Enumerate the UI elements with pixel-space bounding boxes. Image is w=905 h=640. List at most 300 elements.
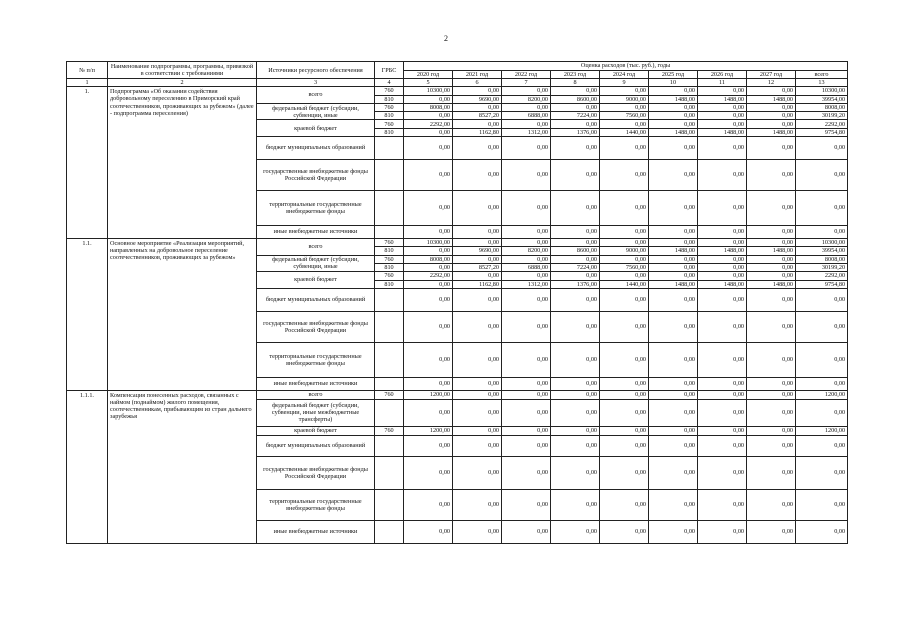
value-cell: 0,00 <box>747 239 796 247</box>
source-label: бюджет муниципальных образований <box>257 288 375 311</box>
value-cell: 0,00 <box>698 435 747 456</box>
value-cell: 0,00 <box>404 226 453 239</box>
value-cell: 0,00 <box>502 160 551 191</box>
value-cell: 39954,00 <box>796 95 848 103</box>
grbs-cell: 760 <box>375 426 404 435</box>
value-cell: 0,00 <box>649 342 698 377</box>
value-cell: 0,00 <box>404 112 453 120</box>
header-source: Источники ресурсного обеспечения <box>257 62 375 79</box>
value-cell: 0,00 <box>649 226 698 239</box>
value-cell: 0,00 <box>796 311 848 342</box>
value-cell: 0,00 <box>551 342 600 377</box>
value-cell: 0,00 <box>796 435 848 456</box>
value-cell: 0,00 <box>747 120 796 128</box>
value-cell: 0,00 <box>698 399 747 426</box>
grbs-cell: 810 <box>375 95 404 103</box>
value-cell: 0,00 <box>551 456 600 489</box>
grbs-cell: 760 <box>375 120 404 128</box>
value-cell: 0,00 <box>551 226 600 239</box>
column-number: 6 <box>453 79 502 87</box>
value-cell: 0,00 <box>649 377 698 390</box>
grbs-cell <box>375 342 404 377</box>
value-cell: 0,00 <box>649 426 698 435</box>
value-cell: 6888,00 <box>502 263 551 271</box>
value-cell: 7560,00 <box>600 263 649 271</box>
column-number: 1 <box>67 79 108 87</box>
column-number: 9 <box>600 79 649 87</box>
value-cell: 39954,00 <box>796 247 848 255</box>
value-cell: 1376,00 <box>551 128 600 136</box>
value-cell: 1162,80 <box>453 128 502 136</box>
value-cell: 0,00 <box>551 377 600 390</box>
value-cell: 0,00 <box>600 489 649 520</box>
value-cell: 0,00 <box>502 120 551 128</box>
value-cell: 0,00 <box>453 120 502 128</box>
value-cell: 0,00 <box>502 435 551 456</box>
value-cell: 1312,00 <box>502 280 551 288</box>
value-cell: 1488,00 <box>698 280 747 288</box>
value-cell: 30199,20 <box>796 263 848 271</box>
value-cell: 0,00 <box>796 456 848 489</box>
source-label: государственные внебюджетные фонды Российской Федерации <box>257 456 375 489</box>
grbs-cell: 810 <box>375 263 404 271</box>
grbs-cell <box>375 191 404 226</box>
value-cell: 0,00 <box>649 191 698 226</box>
value-cell: 0,00 <box>600 191 649 226</box>
value-cell: 9000,00 <box>600 247 649 255</box>
value-cell: 0,00 <box>698 342 747 377</box>
value-cell: 1488,00 <box>649 128 698 136</box>
value-cell: 0,00 <box>502 103 551 111</box>
grbs-cell <box>375 520 404 543</box>
column-number: 3 <box>257 79 375 87</box>
source-label: государственные внебюджетные фонды Российской Федерации <box>257 160 375 191</box>
value-cell: 1488,00 <box>747 128 796 136</box>
value-cell: 7224,00 <box>551 112 600 120</box>
value-cell: 0,00 <box>453 426 502 435</box>
value-cell: 8527,20 <box>453 263 502 271</box>
value-cell: 9754,80 <box>796 128 848 136</box>
row-number: 1. <box>67 87 108 239</box>
value-cell: 1488,00 <box>698 128 747 136</box>
value-cell: 0,00 <box>698 160 747 191</box>
value-cell: 0,00 <box>453 160 502 191</box>
value-cell: 1200,00 <box>404 390 453 399</box>
value-cell: 0,00 <box>747 263 796 271</box>
value-cell: 0,00 <box>404 263 453 271</box>
source-label: иные внебюджетные источники <box>257 377 375 390</box>
value-cell: 0,00 <box>698 87 747 95</box>
value-cell: 0,00 <box>551 435 600 456</box>
value-cell: 0,00 <box>453 191 502 226</box>
source-label: краевой бюджет <box>257 426 375 435</box>
source-label: бюджет муниципальных образований <box>257 137 375 160</box>
value-cell: 0,00 <box>502 226 551 239</box>
value-cell: 0,00 <box>747 311 796 342</box>
value-cell: 0,00 <box>600 456 649 489</box>
value-cell: 0,00 <box>453 311 502 342</box>
value-cell: 0,00 <box>649 255 698 263</box>
value-cell: 0,00 <box>502 390 551 399</box>
source-label: иные внебюджетные источники <box>257 520 375 543</box>
value-cell: 0,00 <box>502 342 551 377</box>
value-cell: 0,00 <box>453 288 502 311</box>
value-cell: 0,00 <box>502 137 551 160</box>
budget-table <box>66 61 848 544</box>
source-label: территориальные государственные внебюджетные фонды <box>257 489 375 520</box>
value-cell: 0,00 <box>502 456 551 489</box>
value-cell: 0,00 <box>747 226 796 239</box>
value-cell: 9690,00 <box>453 247 502 255</box>
value-cell: 0,00 <box>453 399 502 426</box>
value-cell: 0,00 <box>404 191 453 226</box>
grbs-cell <box>375 456 404 489</box>
value-cell: 0,00 <box>600 255 649 263</box>
header-year: 2020 год <box>404 71 453 79</box>
value-cell: 0,00 <box>698 311 747 342</box>
value-cell: 0,00 <box>453 377 502 390</box>
value-cell: 8008,00 <box>796 255 848 263</box>
value-cell: 9754,80 <box>796 280 848 288</box>
grbs-cell: 760 <box>375 103 404 111</box>
grbs-cell <box>375 160 404 191</box>
value-cell: 0,00 <box>649 112 698 120</box>
value-cell: 0,00 <box>502 191 551 226</box>
value-cell: 1488,00 <box>698 247 747 255</box>
value-cell: 0,00 <box>698 226 747 239</box>
table-row <box>67 390 848 399</box>
value-cell: 0,00 <box>453 226 502 239</box>
value-cell: 0,00 <box>600 103 649 111</box>
value-cell: 0,00 <box>600 342 649 377</box>
grbs-cell <box>375 399 404 426</box>
value-cell: 0,00 <box>404 489 453 520</box>
source-label: бюджет муниципальных образований <box>257 435 375 456</box>
value-cell: 0,00 <box>551 489 600 520</box>
value-cell: 0,00 <box>747 342 796 377</box>
value-cell: 0,00 <box>502 272 551 280</box>
value-cell: 1376,00 <box>551 280 600 288</box>
value-cell: 0,00 <box>600 288 649 311</box>
value-cell: 0,00 <box>698 377 747 390</box>
value-cell: 0,00 <box>747 426 796 435</box>
value-cell: 10300,00 <box>404 87 453 95</box>
value-cell: 2292,00 <box>404 120 453 128</box>
value-cell: 0,00 <box>747 255 796 263</box>
value-cell: 0,00 <box>404 435 453 456</box>
value-cell: 0,00 <box>600 520 649 543</box>
source-label: федеральный бюджет (субсидии, субвенции, иные <box>257 103 375 120</box>
value-cell: 0,00 <box>796 226 848 239</box>
value-cell: 0,00 <box>698 489 747 520</box>
value-cell: 0,00 <box>747 103 796 111</box>
value-cell: 0,00 <box>747 272 796 280</box>
value-cell: 0,00 <box>453 255 502 263</box>
value-cell: 1488,00 <box>698 95 747 103</box>
value-cell: 8008,00 <box>796 103 848 111</box>
value-cell: 0,00 <box>796 288 848 311</box>
column-number: 8 <box>551 79 600 87</box>
value-cell: 10300,00 <box>404 239 453 247</box>
column-number: 11 <box>698 79 747 87</box>
value-cell: 0,00 <box>600 311 649 342</box>
header-year: 2024 год <box>600 71 649 79</box>
value-cell: 1488,00 <box>747 280 796 288</box>
value-cell: 0,00 <box>796 137 848 160</box>
row-number: 1.1. <box>67 239 108 391</box>
value-cell: 0,00 <box>698 191 747 226</box>
value-cell: 0,00 <box>551 103 600 111</box>
value-cell: 0,00 <box>502 255 551 263</box>
value-cell: 0,00 <box>404 288 453 311</box>
value-cell: 0,00 <box>404 280 453 288</box>
value-cell: 0,00 <box>551 87 600 95</box>
source-label: всего <box>257 239 375 256</box>
value-cell: 0,00 <box>600 137 649 160</box>
value-cell: 0,00 <box>747 112 796 120</box>
row-name: Основное мероприятие «Реализация мероприятий, направленных на добровольное переселение соотечественников, проживающих за рубежом» <box>108 239 257 391</box>
value-cell: 0,00 <box>698 103 747 111</box>
value-cell: 8600,00 <box>551 95 600 103</box>
value-cell: 0,00 <box>600 272 649 280</box>
row-number: 1.1.1. <box>67 390 108 543</box>
value-cell: 0,00 <box>796 160 848 191</box>
value-cell: 8200,00 <box>502 95 551 103</box>
value-cell: 0,00 <box>649 120 698 128</box>
value-cell: 0,00 <box>502 426 551 435</box>
value-cell: 0,00 <box>502 87 551 95</box>
value-cell: 0,00 <box>453 87 502 95</box>
grbs-cell <box>375 226 404 239</box>
value-cell: 0,00 <box>600 160 649 191</box>
column-number: 5 <box>404 79 453 87</box>
value-cell: 1200,00 <box>796 390 848 399</box>
grbs-cell: 760 <box>375 239 404 247</box>
value-cell: 0,00 <box>698 272 747 280</box>
value-cell: 0,00 <box>698 426 747 435</box>
source-label: всего <box>257 87 375 104</box>
value-cell: 0,00 <box>404 160 453 191</box>
value-cell: 0,00 <box>747 399 796 426</box>
value-cell: 1440,00 <box>600 280 649 288</box>
value-cell: 8008,00 <box>404 103 453 111</box>
value-cell: 0,00 <box>698 263 747 271</box>
grbs-cell <box>375 377 404 390</box>
value-cell: 0,00 <box>600 399 649 426</box>
value-cell: 1488,00 <box>649 247 698 255</box>
value-cell: 0,00 <box>404 128 453 136</box>
value-cell: 1440,00 <box>600 128 649 136</box>
value-cell: 0,00 <box>698 288 747 311</box>
value-cell: 0,00 <box>649 390 698 399</box>
value-cell: 0,00 <box>600 390 649 399</box>
value-cell: 0,00 <box>551 137 600 160</box>
grbs-cell: 810 <box>375 112 404 120</box>
source-label: всего <box>257 390 375 399</box>
value-cell: 0,00 <box>404 247 453 255</box>
value-cell: 0,00 <box>600 226 649 239</box>
value-cell: 30199,20 <box>796 112 848 120</box>
grbs-cell <box>375 489 404 520</box>
value-cell: 0,00 <box>453 435 502 456</box>
header-year: всего <box>796 71 848 79</box>
value-cell: 0,00 <box>453 239 502 247</box>
column-number: 2 <box>108 79 257 87</box>
value-cell: 0,00 <box>796 342 848 377</box>
value-cell: 0,00 <box>453 520 502 543</box>
table-row <box>67 87 848 95</box>
value-cell: 0,00 <box>698 255 747 263</box>
row-name: Подпрограмма «Об оказании содействия добровольному переселению в Приморский край соотечественников, проживающих за рубежом» (далее - подпрограмма переселения) <box>108 87 257 239</box>
value-cell: 0,00 <box>502 239 551 247</box>
value-cell: 0,00 <box>502 377 551 390</box>
value-cell: 0,00 <box>649 137 698 160</box>
grbs-cell: 760 <box>375 272 404 280</box>
grbs-cell <box>375 137 404 160</box>
source-label: федеральный бюджет (субсидии, субвенции, иные <box>257 255 375 272</box>
value-cell: 0,00 <box>649 272 698 280</box>
value-cell: 0,00 <box>649 87 698 95</box>
value-cell: 0,00 <box>453 137 502 160</box>
value-cell: 8600,00 <box>551 247 600 255</box>
column-number: 7 <box>502 79 551 87</box>
value-cell: 0,00 <box>796 520 848 543</box>
source-label: федеральный бюджет (субсидии, субвенции, иные межбюджетные трансферты) <box>257 399 375 426</box>
value-cell: 0,00 <box>551 520 600 543</box>
column-number: 12 <box>747 79 796 87</box>
value-cell: 1488,00 <box>747 247 796 255</box>
value-cell: 9000,00 <box>600 95 649 103</box>
header-year: 2023 год <box>551 71 600 79</box>
value-cell: 0,00 <box>747 390 796 399</box>
value-cell: 10300,00 <box>796 87 848 95</box>
value-cell: 0,00 <box>600 426 649 435</box>
value-cell: 0,00 <box>502 288 551 311</box>
value-cell: 0,00 <box>747 191 796 226</box>
source-label: краевой бюджет <box>257 120 375 137</box>
value-cell: 0,00 <box>502 520 551 543</box>
value-cell: 0,00 <box>747 435 796 456</box>
value-cell: 0,00 <box>747 489 796 520</box>
value-cell: 0,00 <box>747 137 796 160</box>
value-cell: 0,00 <box>404 95 453 103</box>
value-cell: 0,00 <box>453 456 502 489</box>
value-cell: 0,00 <box>551 191 600 226</box>
value-cell: 0,00 <box>600 435 649 456</box>
value-cell: 0,00 <box>747 160 796 191</box>
value-cell: 2292,00 <box>404 272 453 280</box>
value-cell: 0,00 <box>404 399 453 426</box>
value-cell: 0,00 <box>796 489 848 520</box>
value-cell: 0,00 <box>649 311 698 342</box>
value-cell: 0,00 <box>698 456 747 489</box>
grbs-cell: 760 <box>375 87 404 95</box>
table-row <box>67 79 848 87</box>
value-cell: 0,00 <box>649 399 698 426</box>
grbs-cell: 810 <box>375 280 404 288</box>
value-cell: 0,00 <box>404 342 453 377</box>
value-cell: 0,00 <box>502 489 551 520</box>
value-cell: 8008,00 <box>404 255 453 263</box>
value-cell: 1200,00 <box>404 426 453 435</box>
value-cell: 0,00 <box>453 489 502 520</box>
source-label: территориальные государственные внебюджетные фонды <box>257 191 375 226</box>
value-cell: 0,00 <box>551 239 600 247</box>
value-cell: 0,00 <box>649 520 698 543</box>
grbs-cell: 810 <box>375 128 404 136</box>
header-no: № п/п <box>67 62 108 79</box>
value-cell: 0,00 <box>649 435 698 456</box>
grbs-cell <box>375 311 404 342</box>
value-cell: 0,00 <box>649 456 698 489</box>
value-cell: 0,00 <box>551 311 600 342</box>
page-number: 2 <box>444 34 448 43</box>
value-cell: 0,00 <box>698 137 747 160</box>
value-cell: 1488,00 <box>649 95 698 103</box>
header-grbs: ГРБС <box>375 62 404 79</box>
grbs-cell: 760 <box>375 390 404 399</box>
value-cell: 0,00 <box>453 103 502 111</box>
value-cell: 7224,00 <box>551 263 600 271</box>
row-name: Компенсация понесенных расходов, связанных с наймом (поднаймом) жилого помещения, соотечественникам, прибывающим из стран дальнего зарубежья <box>108 390 257 543</box>
source-label: иные внебюджетные источники <box>257 226 375 239</box>
value-cell: 0,00 <box>404 137 453 160</box>
value-cell: 8200,00 <box>502 247 551 255</box>
value-cell: 0,00 <box>551 399 600 426</box>
value-cell: 0,00 <box>453 342 502 377</box>
value-cell: 0,00 <box>649 489 698 520</box>
value-cell: 7560,00 <box>600 112 649 120</box>
grbs-cell: 760 <box>375 255 404 263</box>
column-number: 10 <box>649 79 698 87</box>
value-cell: 10300,00 <box>796 239 848 247</box>
value-cell: 0,00 <box>551 272 600 280</box>
value-cell: 0,00 <box>649 239 698 247</box>
value-cell: 0,00 <box>649 263 698 271</box>
header-year: 2025 год <box>649 71 698 79</box>
value-cell: 0,00 <box>747 520 796 543</box>
value-cell: 0,00 <box>404 377 453 390</box>
value-cell: 0,00 <box>404 456 453 489</box>
column-number: 4 <box>375 79 404 87</box>
table-row <box>67 239 848 247</box>
value-cell: 0,00 <box>796 399 848 426</box>
source-label: территориальные государственные внебюджетные фонды <box>257 342 375 377</box>
value-cell: 0,00 <box>502 399 551 426</box>
value-cell: 0,00 <box>502 311 551 342</box>
header-year: 2021 год <box>453 71 502 79</box>
value-cell: 0,00 <box>600 239 649 247</box>
value-cell: 0,00 <box>600 377 649 390</box>
value-cell: 0,00 <box>551 288 600 311</box>
header-estimate: Оценка расходов (тыс. руб.), годы <box>404 62 848 71</box>
value-cell: 0,00 <box>600 87 649 95</box>
value-cell: 0,00 <box>404 520 453 543</box>
value-cell: 0,00 <box>796 377 848 390</box>
value-cell: 0,00 <box>747 87 796 95</box>
value-cell: 0,00 <box>747 288 796 311</box>
header-year: 2022 год <box>502 71 551 79</box>
value-cell: 1162,80 <box>453 280 502 288</box>
value-cell: 0,00 <box>551 120 600 128</box>
header-year: 2027 год <box>747 71 796 79</box>
value-cell: 0,00 <box>404 311 453 342</box>
table-row <box>67 62 848 71</box>
grbs-cell: 810 <box>375 247 404 255</box>
value-cell: 1312,00 <box>502 128 551 136</box>
value-cell: 2292,00 <box>796 120 848 128</box>
value-cell: 0,00 <box>698 520 747 543</box>
